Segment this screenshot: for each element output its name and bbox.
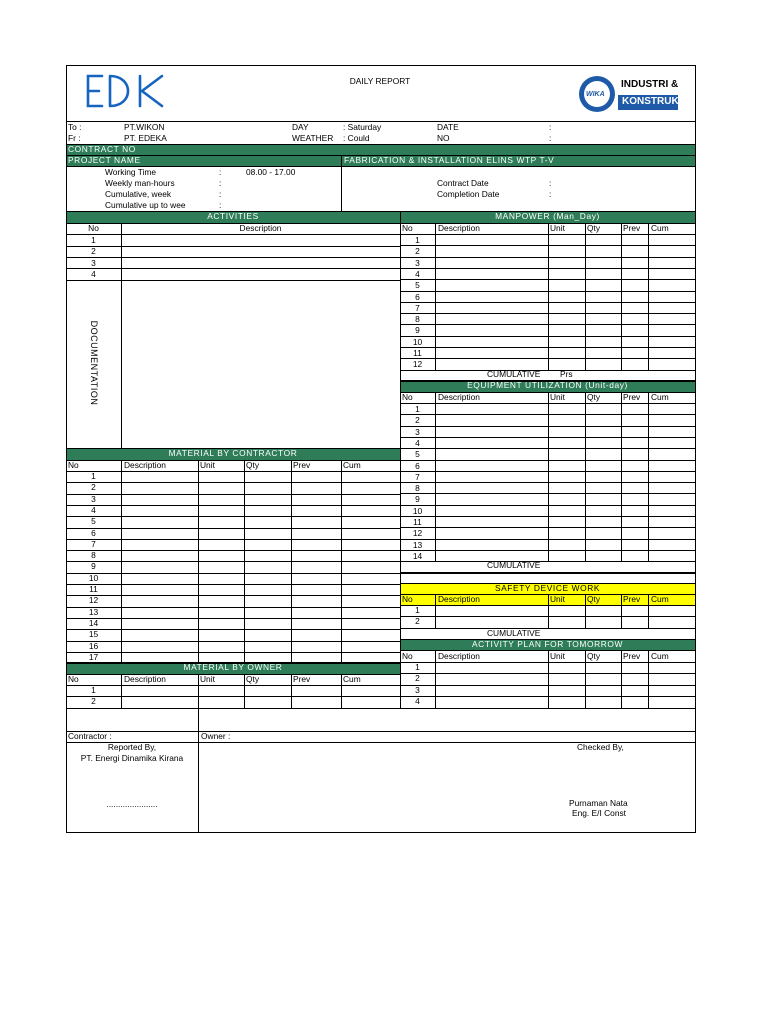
contractor-row-no: 16 [88,640,99,651]
equipment-row-no: 10 [412,505,423,516]
equipment-row-no: 1 [415,404,420,414]
manpower-row-no: 6 [415,291,420,302]
owner-col-no: No [68,674,79,684]
contractor-col-prev: Prev [293,460,311,470]
contractor-row-no: 9 [91,561,96,572]
owner-row-no: 2 [91,696,96,707]
grid-vline [621,594,622,629]
grid-vline [121,223,122,449]
completion-date-colon: : [549,189,552,199]
frame-top [66,65,696,66]
safety-col-no: No [402,594,413,604]
working-time-value: 08.00 - 17.00 [246,167,296,177]
wika-line1: INDUSTRI & [621,79,679,90]
working-time-colon: : [219,167,222,177]
grid-vline [244,674,245,709]
contractor-row-no: 13 [88,606,99,617]
equipment-col-unit: Unit [550,392,565,402]
manpower-row-no: 5 [415,280,420,291]
cumulative-week-colon: : [219,189,222,199]
checked-name: Purnaman Nata [569,798,628,808]
plan-col-cum: Cum [651,651,669,661]
grid-vline [621,650,622,709]
contractor-row-no: 12 [88,595,99,606]
manpower-col-prev: Prev [623,223,641,233]
fr-value: PT. EDEKA [124,133,167,143]
manpower-row-no: 4 [415,268,420,279]
safety-col-description: Description [438,594,480,604]
grid-vline [198,674,199,709]
grid-vline [648,594,649,629]
owner-col-cum: Cum [343,674,361,684]
footer-divider [198,708,199,833]
safety-header: SAFETY DEVICE WORK [494,583,601,593]
day-label: DAY [292,122,309,132]
safety-col-qty: Qty [587,594,601,604]
grid-vline [548,650,549,709]
project-divider [341,155,342,212]
date-colon: : [549,122,552,132]
project-name-label: PROJECT NAME [68,155,141,165]
reported-company: PT. Energi Dinamika Kirana [80,753,184,763]
cumulative-upto-label: Cumulative up to wee [105,200,186,210]
grid-vline [621,223,622,370]
manpower-col-no: No [402,223,413,233]
grid-vline [291,674,292,709]
grid-vline [341,674,342,709]
grid-vline [648,650,649,709]
contractor-row-no: 8 [91,550,96,561]
grid-hline [400,572,696,573]
activities-row-no: 4 [91,268,96,279]
no-label: NO [437,133,450,143]
owner-col-description: Description [124,674,166,684]
contractor-col-description: Description [124,460,166,470]
cumulative-week-label: Cumulative, week [105,189,172,199]
material-contractor-header: MATERIAL BY CONTRACTOR [168,448,298,458]
contractor-row-no: 7 [91,538,96,549]
grid-vline [585,223,586,370]
material-owner-header: MATERIAL BY OWNER [183,662,283,672]
project-name-value: FABRICATION & INSTALLATION ELINS WTP T-V [344,155,555,165]
grid-vline [435,594,436,629]
plan-header: ACTIVITY PLAN FOR TOMORROW [471,639,623,649]
grid-vline [291,460,292,663]
plan-col-prev: Prev [623,651,641,661]
activities-row-no: 1 [91,235,96,245]
manpower-row-no: 2 [415,246,420,257]
manpower-prs-label: Prs [560,369,573,379]
contractor-row-no: 3 [91,493,96,504]
safety-col-prev: Prev [623,594,641,604]
safety-row-no: 1 [415,605,420,615]
manpower-col-description: Description [438,223,480,233]
manpower-row-no: 12 [412,359,423,370]
grid-vline [648,223,649,370]
grid-vline [121,674,122,709]
contractor-col-unit: Unit [200,460,215,470]
grid-hline [400,370,696,371]
equipment-col-description: Description [438,392,480,402]
manpower-row-no: 8 [415,314,420,325]
equipment-row-no: 4 [415,437,420,448]
activities-col-description: Description [239,223,282,233]
equipment-cumulative-label: CUMULATIVE [487,560,541,570]
contract-date-label: Contract Date [437,178,489,188]
grid-vline [548,392,549,561]
manpower-row-no: 10 [412,336,423,347]
contractor-col-qty: Qty [246,460,260,470]
reported-by: Reported By, [107,742,157,752]
equipment-col-qty: Qty [587,392,601,402]
equipment-row-no: 3 [415,426,420,437]
plan-col-qty: Qty [587,651,601,661]
checked-by: Checked By, [577,742,624,752]
contract-no-band [66,144,695,155]
equipment-row-no: 9 [415,494,420,505]
contractor-col-cum: Cum [343,460,361,470]
equipment-row-no: 8 [415,483,420,494]
owner-col-qty: Qty [246,674,260,684]
equipment-col-cum: Cum [651,392,669,402]
contract-date-colon: : [549,178,552,188]
weekly-manhours-label: Weekly man-hours [105,178,175,188]
equipment-col-no: No [402,392,413,402]
plan-row-no: 1 [415,662,420,672]
equipment-row-no: 7 [415,471,420,482]
owner-col-unit: Unit [200,674,215,684]
equipment-row-no: 13 [412,539,423,550]
contractor-row-no: 11 [89,584,98,594]
equipment-row-no: 2 [415,415,420,426]
grid-vline [585,594,586,629]
owner-label: Owner : [201,731,231,741]
equipment-row-no: 12 [412,528,423,539]
contractor-col-no: No [68,460,79,470]
no-colon: : [549,133,552,143]
grid-vline [648,392,649,561]
documentation-label: DOCUMENTATION [89,320,99,406]
working-time-label: Working Time [105,167,157,177]
safety-row-no: 2 [415,616,420,627]
manpower-col-unit: Unit [550,223,565,233]
plan-row-no: 2 [415,673,420,684]
weather-value: : Could [343,133,370,143]
manpower-col-cum: Cum [651,223,669,233]
contractor-label: Contractor : [68,731,112,741]
plan-row-no: 3 [415,684,420,695]
safety-col-unit: Unit [550,594,565,604]
manpower-row-no: 7 [415,302,420,313]
manpower-row-no: 9 [415,325,420,336]
safety-col-cum: Cum [651,594,669,604]
grid-hline [66,280,401,281]
weekly-manhours-colon: : [219,178,222,188]
activities-row-no: 2 [91,246,96,257]
grid-vline [435,650,436,709]
completion-date-label: Completion Date [437,189,500,199]
plan-row-no: 4 [415,695,420,706]
safety-cumulative-label: CUMULATIVE [487,628,541,638]
grid-vline [585,392,586,561]
report-title: DAILY REPORT [349,76,411,86]
grid-hline [400,561,696,562]
cumulative-upto-colon: : [219,200,222,210]
contract-no-label: CONTRACT NO [68,144,136,154]
activities-col-no: No [88,223,99,233]
contractor-row-no: 15 [88,629,99,640]
equipment-header: EQUIPMENT UTILIZATION (Unit-day) [467,380,628,390]
contractor-row-no: 4 [91,504,96,515]
plan-col-unit: Unit [550,651,565,661]
manpower-header: MANPOWER (Man_Day) [495,211,600,221]
day-value: : Saturday [343,122,382,132]
equipment-col-prev: Prev [623,392,641,402]
grid-hline [66,731,696,732]
to-value: PT.WIKON [124,122,165,132]
equipment-row-no: 11 [413,517,422,527]
plan-col-description: Description [438,651,480,661]
contractor-row-no: 5 [91,516,96,527]
wika-line2: KONSTRUKSI [622,96,689,107]
grid-vline [121,460,122,663]
frame-bottom [66,832,696,833]
fr-label: Fr : [68,133,81,143]
to-label: To : [68,122,82,132]
frame-right [695,65,696,833]
grid-vline [341,460,342,663]
contractor-row-no: 10 [88,572,99,583]
owner-row-no: 1 [91,685,96,695]
manpower-row-no: 11 [413,348,422,358]
grid-hline [66,708,696,709]
date-label: DATE [437,122,459,132]
grid-vline [585,650,586,709]
contractor-row-no: 6 [91,527,96,538]
equipment-row-no: 14 [412,550,423,561]
grid-hline [66,144,696,145]
grid-vline [244,460,245,663]
checked-title: Eng. E/I Const [572,808,626,818]
equipment-row-no: 5 [415,449,420,460]
grid-vline [548,594,549,629]
owner-col-prev: Prev [293,674,311,684]
grid-hline [400,573,696,574]
manpower-cumulative-label: CUMULATIVE [487,369,541,379]
activities-row-no: 3 [91,257,96,268]
activities-header: ACTIVITIES [207,211,259,221]
plan-col-no: No [402,651,413,661]
manpower-col-qty: Qty [587,223,601,233]
contractor-row-no: 17 [88,651,99,662]
manpower-row-no: 3 [415,257,420,268]
grid-hline [66,166,696,167]
manpower-row-no: 1 [415,235,420,245]
equipment-row-no: 6 [415,460,420,471]
weather-label: WEATHER [292,133,334,143]
grid-vline [548,223,549,370]
grid-vline [198,460,199,663]
contractor-row-no: 1 [91,471,96,481]
edk-logo [84,70,168,112]
contractor-row-no: 14 [88,617,99,628]
grid-vline [435,223,436,370]
contractor-row-no: 2 [91,482,96,493]
grid-vline [435,392,436,561]
grid-vline [621,392,622,561]
wika-badge: WIKA [586,91,605,98]
signature-dots: ...................... [106,799,158,809]
